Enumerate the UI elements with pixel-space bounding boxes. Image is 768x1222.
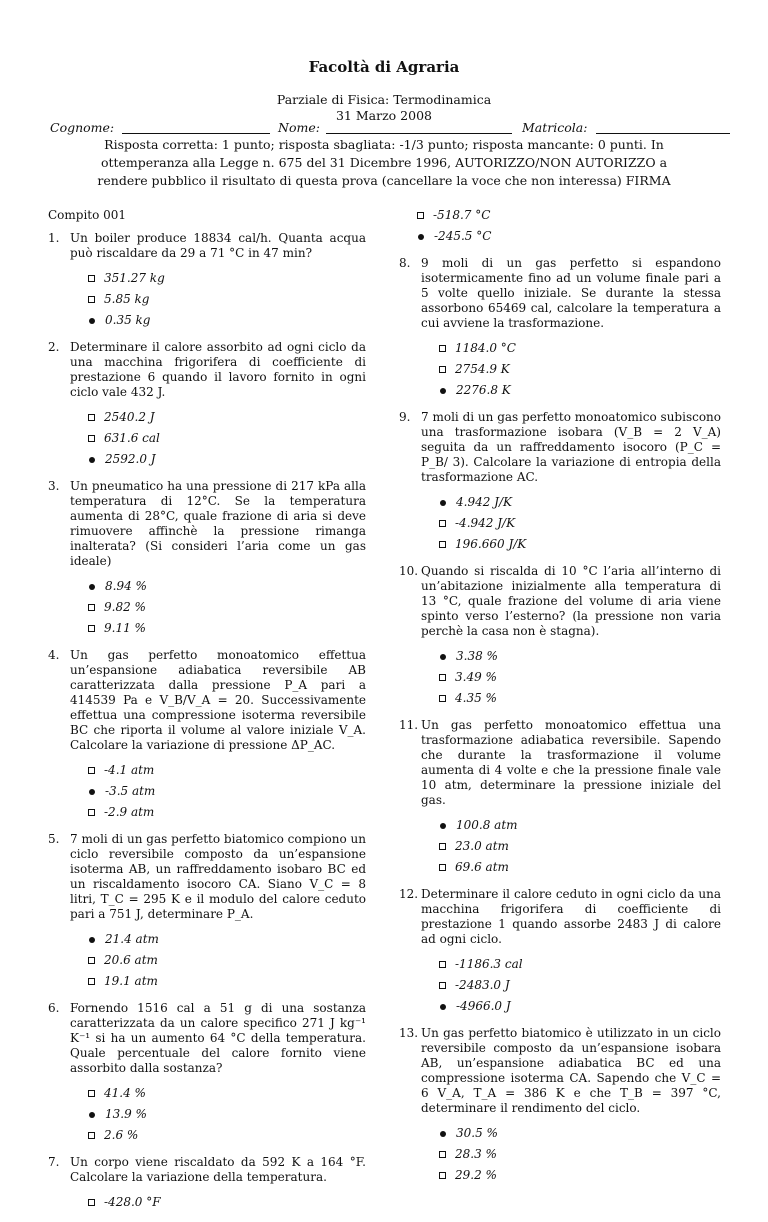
answer-text: 2754.9 K	[455, 362, 510, 376]
answer-text: 196.660 J/K	[455, 537, 527, 551]
question-text: Un pneumatico ha una pressione di 217 kPa alla temperatura di 12°C. Se la temperatura aumenta di 28°C, quale frazione di aria si deve rimuovere affinchè la pressione rimanga inalterata? (Si consideri l’aria come un gas ideale)	[70, 479, 366, 568]
answer-text: 5.85 kg	[104, 292, 150, 306]
answer-text: 3.38 %	[456, 649, 498, 663]
question-text: Un gas perfetto biatomico è utilizzato in un ciclo reversibile composto da un’espansione isobara AB, un’espansione adiabatica BC ed una compressione isoterma CA. Sapendo che V_C = 6 V_A, T_A = 386 K e che T_B = 397 °C, determinare il rendimento del ciclo.	[421, 1026, 721, 1115]
question-number: 4.	[48, 648, 60, 662]
selected-bullet-icon[interactable]	[89, 937, 95, 943]
selected-bullet-icon[interactable]	[89, 318, 95, 324]
selected-bullet-icon[interactable]	[89, 789, 95, 795]
answer-option[interactable]	[439, 341, 721, 356]
answer-option[interactable]	[88, 452, 366, 467]
answer-text: 41.4 %	[104, 1086, 146, 1100]
question-text: Quando si riscalda di 10 °C l’aria all’interno di un’abitazione inizialmente alla temperatura di 13 °C, quale frazione del volume di aria viene spinto verso l’esterno? (la pressione non varia perchè la casa non è stagna).	[421, 564, 721, 638]
checkbox-icon[interactable]	[439, 345, 446, 352]
answer-text: 9.82 %	[104, 600, 146, 614]
question-2	[48, 340, 366, 467]
selected-bullet-icon[interactable]	[440, 823, 446, 829]
answer-text: 9.11 %	[104, 621, 146, 635]
answer-text: 13.9 %	[105, 1107, 147, 1121]
answer-text: 30.5 %	[456, 1126, 498, 1140]
checkbox-icon[interactable]	[88, 1132, 95, 1139]
left-column	[48, 208, 366, 1222]
answer-text: 2276.8 K	[456, 383, 511, 397]
answer-text: 2592.0 J	[105, 452, 156, 466]
answer-options	[48, 271, 366, 328]
exam-title: Parziale di Fisica: Termodinamica	[276, 92, 492, 107]
answer-option[interactable]	[88, 953, 366, 968]
question-number: 2.	[48, 340, 60, 354]
answer-option[interactable]	[439, 1126, 721, 1141]
answer-text: -518.7 °C	[433, 208, 491, 222]
checkbox-icon[interactable]	[439, 366, 446, 373]
question-1	[48, 231, 366, 328]
checkbox-icon[interactable]	[439, 695, 446, 702]
question-number: 7.	[48, 1155, 60, 1169]
answer-text: 4.942 J/K	[456, 495, 512, 509]
answer-option[interactable]	[88, 763, 366, 778]
answer-option[interactable]	[439, 957, 721, 972]
faculty-title: Facoltà di Agraria	[308, 58, 460, 76]
answer-options	[399, 341, 721, 398]
answer-option[interactable]	[439, 691, 721, 706]
answer-option[interactable]	[439, 362, 721, 377]
answer-option[interactable]	[88, 932, 366, 947]
answer-option[interactable]	[439, 999, 721, 1014]
question-8	[399, 256, 721, 398]
answer-text: 69.6 atm	[455, 860, 509, 874]
right-column	[399, 208, 721, 1195]
question-13	[399, 1026, 721, 1183]
question-number: 9.	[399, 410, 411, 424]
selected-bullet-icon[interactable]	[89, 457, 95, 463]
selected-bullet-icon[interactable]	[440, 654, 446, 660]
answer-text: 4.35 %	[455, 691, 497, 705]
checkbox-icon[interactable]	[88, 625, 95, 632]
answer-text: 29.2 %	[455, 1168, 497, 1182]
question-number: 6.	[48, 1001, 60, 1015]
checkbox-icon[interactable]	[88, 1199, 95, 1206]
selected-bullet-icon[interactable]	[440, 1131, 446, 1137]
matricola-field[interactable]	[596, 133, 730, 134]
answer-text: 631.6 cal	[104, 431, 160, 445]
checkbox-icon[interactable]	[88, 435, 95, 442]
question-12	[399, 887, 721, 1014]
question-3	[48, 479, 366, 636]
checkbox-icon[interactable]	[439, 982, 446, 989]
answer-option[interactable]	[88, 805, 366, 820]
answer-option[interactable]	[417, 208, 721, 223]
question-number: 3.	[48, 479, 60, 493]
question-number: 1.	[48, 231, 60, 245]
nome-field[interactable]	[326, 133, 512, 134]
answer-options	[48, 579, 366, 636]
answer-options	[48, 763, 366, 820]
answer-option[interactable]	[88, 1195, 366, 1210]
answer-option[interactable]	[439, 670, 721, 685]
question-number: 11.	[399, 718, 419, 732]
checkbox-icon[interactable]	[88, 275, 95, 282]
selected-bullet-icon[interactable]	[89, 584, 95, 590]
answer-options	[48, 932, 366, 989]
question-text: 9 moli di un gas perfetto si espandono isotermicamente fino ad un volume finale pari a 5 volte quello iniziale. Se durante la stessa assorbono 65469 cal, calcolare la temperatura a cui avviene la trasformazione.	[421, 256, 721, 330]
answer-options	[48, 1086, 366, 1143]
answer-text: 21.4 atm	[105, 932, 159, 946]
answer-text: -2.9 atm	[104, 805, 155, 819]
compito-label: Compito 001	[48, 208, 127, 222]
selected-bullet-icon[interactable]	[440, 388, 446, 394]
question-number: 12.	[399, 887, 419, 901]
answer-text: 20.6 atm	[104, 953, 158, 967]
checkbox-icon[interactable]	[439, 1172, 446, 1179]
selected-bullet-icon[interactable]	[440, 1004, 446, 1010]
nome-label: Nome:	[278, 120, 320, 135]
question-6	[48, 1001, 366, 1143]
answer-option[interactable]	[439, 516, 721, 531]
answer-option[interactable]	[439, 818, 721, 833]
answer-option[interactable]	[439, 495, 721, 510]
question-number: 8.	[399, 256, 411, 270]
question-10	[399, 564, 721, 706]
answer-options	[399, 818, 721, 875]
answer-options	[399, 957, 721, 1014]
selected-bullet-icon[interactable]	[89, 1112, 95, 1118]
answer-option[interactable]	[88, 271, 366, 286]
answer-option[interactable]	[88, 410, 366, 425]
selected-bullet-icon[interactable]	[440, 500, 446, 506]
answer-text: 2.6 %	[104, 1128, 139, 1142]
question-text: Determinare il calore ceduto in ogni ciclo da una macchina frigorifera di coefficiente di prestazione 1 quando assorbe 2483 J di calore ad ogni ciclo.	[421, 887, 721, 946]
checkbox-icon[interactable]	[88, 296, 95, 303]
checkbox-icon[interactable]	[88, 767, 95, 774]
answer-text: -4.942 J/K	[455, 516, 516, 530]
answer-text: -428.0 °F	[104, 1195, 161, 1209]
question-text: Un corpo viene riscaldato da 592 K a 164 °F. Calcolare la variazione della temperatura.	[70, 1155, 366, 1184]
answer-option[interactable]	[88, 1128, 366, 1143]
question-5	[48, 832, 366, 989]
answer-option[interactable]	[88, 579, 366, 594]
answer-option[interactable]	[439, 860, 721, 875]
question-text: Un boiler produce 18834 cal/h. Quanta acqua può riscaldare da 29 a 71 °C in 47 min?	[70, 231, 366, 260]
answer-option[interactable]	[417, 229, 721, 244]
question-text: Un gas perfetto monoatomico effettua una trasformazione adiabatica reversibile. Sapendo che durante la trasformazione il volume aumenta di 4 volte e che la pressione finale vale 10 atm, determinare la pressione iniziale del gas.	[421, 718, 721, 807]
cognome-field[interactable]	[122, 133, 270, 134]
answer-options	[399, 495, 721, 552]
answer-option[interactable]	[88, 974, 366, 989]
checkbox-icon[interactable]	[439, 843, 446, 850]
question-4	[48, 648, 366, 820]
q7-continued-options	[399, 208, 721, 244]
answer-options	[399, 649, 721, 706]
question-number: 10.	[399, 564, 419, 578]
answer-option[interactable]	[88, 431, 366, 446]
checkbox-icon[interactable]	[417, 212, 424, 219]
question-text: 7 moli di un gas perfetto biatomico compiono un ciclo reversibile composto da un’espansione isoterma AB, un raffreddamento isobaro BC ed un riscaldamento isocoro CA. Siano V_C = 8 litri, T_C = 295 K e il modulo del calore ceduto pari a 751 J, determinare P_A.	[70, 832, 366, 921]
answer-text: 351.27 kg	[104, 271, 165, 285]
answer-text: 100.8 atm	[456, 818, 518, 832]
matricola-label: Matricola:	[522, 120, 588, 135]
cognome-label: Cognome:	[50, 120, 115, 135]
answer-text: 19.1 atm	[104, 974, 158, 988]
answer-text: 3.49 %	[455, 670, 497, 684]
answer-option[interactable]	[439, 1147, 721, 1162]
question-text: Un gas perfetto monoatomico effettua un’espansione adiabatica reversibile AB caratterizzata dalla pressione P_A pari a 414539 Pa e V_B/V_A = 20. Successivamente effettua una compressione isoterma reversibile BC che riporta il volume al valore iniziale V_A. Calcolare la variazione di pressione ΔP_AC.	[70, 648, 366, 752]
question-7	[48, 1155, 366, 1210]
answer-text: 23.0 atm	[455, 839, 509, 853]
checkbox-icon[interactable]	[88, 604, 95, 611]
question-number: 5.	[48, 832, 60, 846]
answer-option[interactable]	[439, 1168, 721, 1183]
question-9	[399, 410, 721, 552]
exam-date: 31 Marzo 2008	[335, 108, 432, 123]
question-text: Determinare il calore assorbito ad ogni ciclo da una macchina frigorifera di coefficiente di prestazione 6 quando il lavoro fornito in ogni ciclo vale 432 J.	[70, 340, 366, 399]
answer-option[interactable]	[439, 649, 721, 664]
answer-text: -3.5 atm	[105, 784, 156, 798]
checkbox-icon[interactable]	[88, 978, 95, 985]
checkbox-icon[interactable]	[439, 1151, 446, 1158]
answer-option[interactable]	[439, 383, 721, 398]
answer-options	[48, 1195, 366, 1210]
checkbox-icon[interactable]	[439, 674, 446, 681]
checkbox-icon[interactable]	[88, 414, 95, 421]
answer-option[interactable]	[88, 621, 366, 636]
instructions: Risposta corretta: 1 punto; risposta sbagliata: -1/3 punto; risposta mancante: 0 punti. In ottemperanza alla Legge n. 675 del 31 Dicembre 1996, AUTORIZZO/NON AUTORIZZO a rendere pubblico il risultato di questa prova (cancellare la voce che non interessa) FIRMA	[97, 137, 671, 188]
answer-option[interactable]	[88, 313, 366, 328]
question-text: 7 moli di un gas perfetto monoatomico subiscono una trasformazione isobara (V_B = 2 V_A) seguita da un raffreddamento isocoro (P_C = P_B/ 3). Calcolare la variazione di entropia della trasformazione AC.	[421, 410, 721, 484]
selected-bullet-icon[interactable]	[418, 234, 424, 240]
answer-text: 0.35 kg	[105, 313, 151, 327]
answer-option[interactable]	[439, 537, 721, 552]
checkbox-icon[interactable]	[88, 957, 95, 964]
question-number: 13.	[399, 1026, 419, 1040]
answer-option[interactable]	[88, 292, 366, 307]
answer-options	[399, 1126, 721, 1183]
checkbox-icon[interactable]	[439, 961, 446, 968]
answer-text: 1184.0 °C	[455, 341, 516, 355]
answer-text: 2540.2 J	[104, 410, 155, 424]
answer-option[interactable]	[88, 1107, 366, 1122]
answer-text: -1186.3 cal	[455, 957, 523, 971]
checkbox-icon[interactable]	[439, 864, 446, 871]
answer-text: -4966.0 J	[456, 999, 511, 1013]
answer-options	[48, 410, 366, 467]
answer-text: -245.5 °C	[434, 229, 492, 243]
question-11	[399, 718, 721, 875]
checkbox-icon[interactable]	[439, 541, 446, 548]
checkbox-icon[interactable]	[88, 1090, 95, 1097]
answer-option[interactable]	[439, 839, 721, 854]
answer-text: 28.3 %	[455, 1147, 497, 1161]
answer-option[interactable]	[88, 1086, 366, 1101]
answer-text: 8.94 %	[105, 579, 147, 593]
question-text: Fornendo 1516 cal a 51 g di una sostanza caratterizzata da un calore specifico 271 J kg⁻¹ K⁻¹ si ha un aumento 64 °C della temperatura. Quale percentuale del calore fornito viene assorbito dalla sostanza?	[70, 1001, 366, 1075]
answer-text: -4.1 atm	[104, 763, 155, 777]
checkbox-icon[interactable]	[439, 520, 446, 527]
checkbox-icon[interactable]	[88, 809, 95, 816]
answer-option[interactable]	[439, 978, 721, 993]
answer-text: -2483.0 J	[455, 978, 510, 992]
answer-option[interactable]	[88, 600, 366, 615]
answer-option[interactable]	[88, 784, 366, 799]
